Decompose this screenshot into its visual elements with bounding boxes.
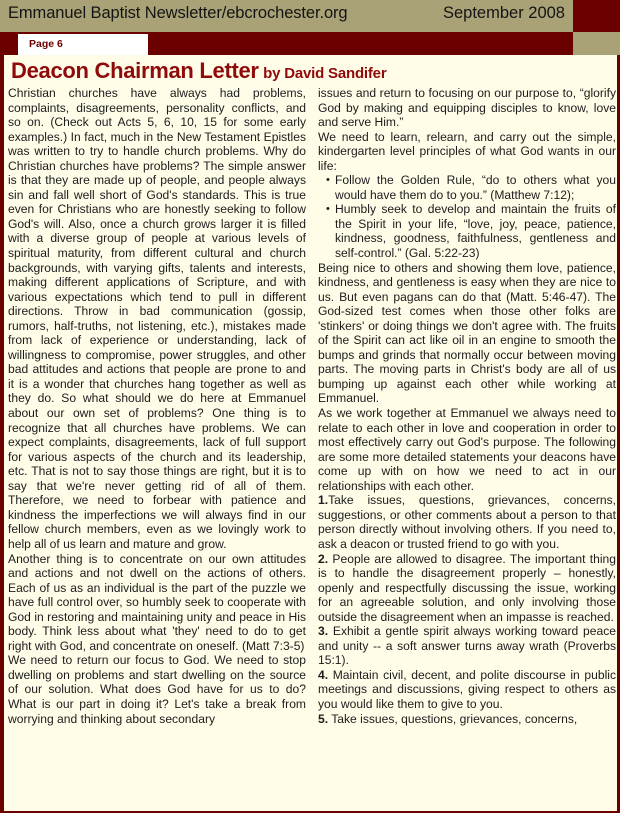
numbered-item-number: 5. [318,711,329,726]
numbered-item-text: Maintain civil, decent, and polite discourse in public meetings and discussions, giving respect to others as you would like them to give to you. [318,667,616,711]
numbered-item-text: Exhibit a gentle spirit always working toward peace and unity -- a soft answer turns away wrath (Proverbs 15:1). [318,624,616,668]
numbered-item-number: 2. [318,551,329,566]
numbered-item-text: Take issues, questions, grievances, concerns, suggestions, or other comments about a person to that person directly without involving others. If you need to, ask a deacon or trusted friend to go with you. [318,493,616,551]
masthead [0,0,620,32]
page-number-plate [18,34,148,55]
numbered-item-text: People are allowed to disagree. The important thing is to handle the disagreement properly – honestly, openly and respectfully discussing the issue, working for an agreeable solution, and only involving those outside the disagreement when an impasse is reached. [318,551,616,624]
list-item: • Humbly seek to develop and maintain the fruits of the Spirit in your life, “love, joy, peace, patience, kindness, goodness, faithfulness, gentleness and self-control.” (Gal. 5:22-23) [326,202,616,260]
body-paragraph: We need to learn, relearn, and carry out the simple, kindergarten level principles of what God wants in our life: [318,129,616,173]
body-paragraph: Christian churches have always had problems, complaints, disagreements, personality conflicts, and so on. (Check out Acts 5, 6, 10, 15 for some early examples.) In fact, much in the New Testament Epistles was written to try to handle church problems. Why do Christian churches have problems? The simple answer is that they are made up of people, and people always sin and fall well short of God's standards. This is true even for Christians who are honestly seeking to follow God's will. Also, once a church grows larger it is filled with a diverse group of people at various levels of spiritual maturity, from different cultural and church backgrounds, with varying gifts, talents and interests, making different applications of Scripture, and with various expectations which tend to pull in different directions. Throw in bad communication (gossip, rumors, half-truths, not listening, etc.), mistakes made from lack of experience or understanding, lack of willingness to compromise, power struggles, and other bad attitudes and actions that people are prone to and it is a wonder that churches hang together as well as they do. So what should we do here at Emmanuel about our own set of problems? One thing is to recognize that all churches have problems. We can expect complaints, disagreements, lack of full support for various aspects of the church and its leadership, etc. That is not to say those things are right, but it is to say that we're never getting rid of all of them. Therefore, we need to forbear with patience and kindness the imperfections we will always find in our fellow church members, even as we lovingly work to help all of us learn and mature and grow. [8,86,306,551]
body-paragraph: issues and return to focusing on our purpose to, “glorify God by making and equipping disciples to know, love and serve Him.” [318,86,616,130]
article-headline [11,58,386,84]
principles-list [318,173,616,260]
numbered-item [318,712,616,727]
page-number-strip [0,32,620,55]
masthead-bar [0,0,573,32]
body-paragraph: Being nice to others and showing them love, patience, kindness, and gentleness is easy when they are nice to us. But even pagans can do that (Matt. 5:46-47). The God-sized test comes when those other folks are 'stinkers' or doing things we don't agree with. The fruits of the Spirit can act like oil in an engine to smooth the bumps and grinds that normally occur between moving parts. The moving parts in Christ's body are all of us bumping up against each other while working at Emmanuel. [318,260,616,406]
numbered-item [318,668,616,712]
issue-date: September 2008 [442,4,565,22]
numbered-item-number: 4. [318,667,329,682]
article-sheet [0,55,620,813]
page-number-label: Page 6 [29,38,63,50]
right-column [318,86,616,726]
numbered-item-number: 3. [318,624,329,639]
headline-byline: by David Sandifer [263,65,387,82]
article-columns [8,86,620,726]
numbered-item [318,552,616,625]
numbered-item-number: 1. [318,493,329,508]
numbered-item-text: Take issues, questions, grievances, concerns, [328,711,578,726]
numbered-item [318,624,616,668]
body-paragraph: We need to return our focus to God. We need to stop dwelling on problems and start dwelling on the source of our solution. What does God have for us to do? What is our part in doing it? Let's take a break from worrying and thinking about secondary [8,653,306,726]
body-paragraph: As we work together at Emmanuel we always need to relate to each other in love and cooperation in order to most effectively carry out God's purpose. The following are some more detailed statements your deacons have come up with on how we need to act in our relationships with each other. [318,406,616,493]
left-column [8,86,306,726]
list-item: • Follow the Golden Rule, “do to others what you would have them do to you.” (Matthew 7:12); [326,173,616,202]
body-paragraph: Another thing is to concentrate on our own attitudes and actions and not dwell on the actions of others. Each of us as an individual is the part of the puzzle we have full control over, so humbly seek to cooperate with God in restoring and maintaining unity and peace in His body. Think less about what 'they' need to do to get right with God, and concentrate on oneself. (Matt 7:3-5) [8,551,306,653]
strip-olive-block [573,32,620,55]
numbered-item [318,493,616,551]
newsletter-title: Emmanuel Baptist Newsletter/ebcrochester.org [8,4,348,22]
headline-text: Deacon Chairman Letter [11,58,259,83]
